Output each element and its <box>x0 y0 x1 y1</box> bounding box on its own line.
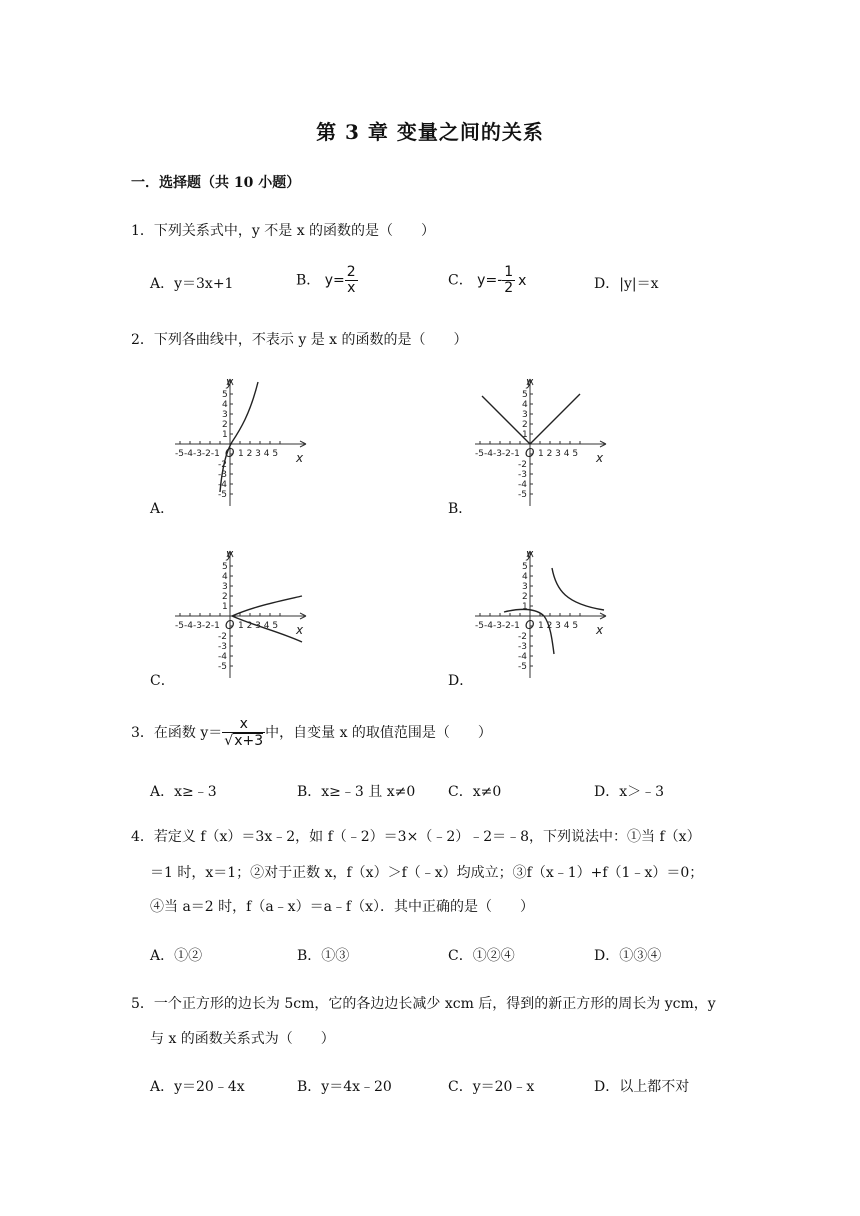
q3-numerator: x <box>239 716 248 732</box>
q3-option-d: D．x＞﹣3 <box>594 784 665 800</box>
q1-option-c-denominator: 2 <box>504 280 514 296</box>
q1-option-b <box>296 265 358 296</box>
graph-c-y-tick: 3 <box>222 582 228 592</box>
graph-c-y-tick: -4 <box>218 652 227 662</box>
graph-c-axes <box>175 551 306 678</box>
graph-a-y-tick: -3 <box>218 470 227 480</box>
graph-b-y-tick: -3 <box>518 470 527 480</box>
graph-d-y-tick: -4 <box>518 652 527 662</box>
graph-c-x-ticks-neg: -5-4-3-2-1 <box>175 621 220 631</box>
graph-c-y-tick: 1 <box>222 602 228 612</box>
q4-option-c: C．①②④ <box>448 948 515 964</box>
q3-option-c: C．x≠0 <box>448 784 502 800</box>
q1-option-d: D．|y|＝x <box>594 276 659 292</box>
graph-d-x-ticks-neg: -5-4-3-2-1 <box>475 621 520 631</box>
graph-a-x-ticks-pos: 1 2 3 4 5 <box>238 449 279 459</box>
graph-d-y-tick: 5 <box>522 562 528 572</box>
graph-a-y-tick: 4 <box>222 400 228 410</box>
graph-b-x-ticks-neg: -5-4-3-2-1 <box>475 449 520 459</box>
graph-c-y-tick: -3 <box>218 642 227 652</box>
section-heading: 一．选择题（共 10 小题） <box>131 175 301 191</box>
graph-d-x-label: x <box>596 623 604 637</box>
graph-b-curve <box>482 394 580 444</box>
graph-c-y-tick: -2 <box>218 632 227 642</box>
q1-option-b-denominator: x <box>345 280 358 296</box>
graph-b-y-tick: 1 <box>522 430 528 440</box>
graph-c-y-tick: 4 <box>222 572 228 582</box>
graph-d-y-tick: 4 <box>522 572 528 582</box>
graph-a-y-tick: 1 <box>222 430 228 440</box>
graph-b <box>470 374 610 512</box>
graph-b-x-label: x <box>596 451 604 465</box>
graph-a-y-tick: 5 <box>222 390 228 400</box>
graph-b-x-ticks-pos: 1 2 3 4 5 <box>538 449 579 459</box>
q3-option-a: A．x≥﹣3 <box>150 784 217 800</box>
graph-b-y-tick: 5 <box>522 390 528 400</box>
graph-a-x-label: x <box>296 451 304 465</box>
q1-option-c-fraction <box>502 265 515 296</box>
q4-option-b: B．①③ <box>297 948 350 964</box>
graph-c <box>170 546 310 684</box>
graph-a-y-tick: -4 <box>218 480 227 490</box>
graph-d-y-tick: 2 <box>522 592 528 602</box>
graph-b-y-tick: -2 <box>518 460 527 470</box>
q2-option-a-label: A． <box>150 501 175 517</box>
graph-d <box>470 546 610 684</box>
graph-a-y-label: y <box>226 375 234 389</box>
question-4-line-1: 4．若定义 f（x）＝3x﹣2，如 f（﹣2）＝3×（﹣2）﹣2＝﹣8，下列说法中：①当 f（x） <box>131 829 701 845</box>
q3-denominator-radicand: x+3 <box>234 733 264 749</box>
graph-c-y-label: y <box>226 547 234 561</box>
q3-stem-pre: 3．在函数 y＝ <box>131 725 223 741</box>
page-title: 第 3 章 变量之间的关系 <box>316 120 544 144</box>
q4-option-d: D．①③④ <box>594 948 662 964</box>
graph-c-x-label: x <box>296 623 304 637</box>
graph-d-y-tick: -5 <box>518 662 527 672</box>
graph-a <box>170 374 310 512</box>
graph-a-y-tick: 3 <box>222 410 228 420</box>
graph-c-origin: O <box>225 618 235 632</box>
graph-b-y-tick: -4 <box>518 480 527 490</box>
q2-option-b-label: B． <box>448 501 473 517</box>
graph-d-y-tick: -2 <box>518 632 527 642</box>
graph-d-y-label: y <box>526 547 534 561</box>
q3-stem-post: 中，自变量 x 的取值范围是（ ） <box>265 725 492 741</box>
graph-b-axes <box>475 379 606 506</box>
graph-a-axes <box>175 379 306 506</box>
graph-c-curve <box>232 596 302 642</box>
q1-option-a: A．y＝3x+1 <box>150 276 234 292</box>
graph-c-x-ticks-pos: 1 2 3 4 5 <box>238 621 279 631</box>
q1-option-b-numerator: 2 <box>346 264 356 280</box>
q5-option-d: D．以上都不对 <box>594 1079 690 1095</box>
question-4-line-3: ④当 a＝2 时，f（a﹣x）＝a﹣f（x）．其中正确的是（ ） <box>150 899 535 915</box>
graph-c-y-tick: 5 <box>222 562 228 572</box>
q3-denominator: √x+3 <box>224 733 264 749</box>
question-2-stem: 2．下列各曲线中，不表示 y 是 x 的函数的是（ ） <box>131 332 468 348</box>
q1-option-c-numerator: 1 <box>504 264 514 280</box>
graph-d-x-ticks-pos: 1 2 3 4 5 <box>538 621 579 631</box>
q3-fraction <box>222 717 265 749</box>
graph-a-y-tick: -2 <box>218 460 227 470</box>
graph-c-y-tick: -5 <box>218 662 227 672</box>
graph-d-y-tick: -3 <box>518 642 527 652</box>
q4-option-a: A．①② <box>150 948 203 964</box>
question-5-line-2: 与 x 的函数关系式为（ ） <box>150 1031 335 1047</box>
graph-d-curve-right <box>552 568 604 610</box>
q1-option-c <box>448 265 526 296</box>
graph-b-y-tick: 3 <box>522 410 528 420</box>
graph-b-y-tick: 2 <box>522 420 528 430</box>
q1-option-b-label: B． <box>296 272 321 289</box>
question-5-line-1: 5．一个正方形的边长为 5cm，它的各边边长减少 xcm 后，得到的新正方形的周长为 ycm，y <box>131 996 716 1012</box>
q5-option-a: A．y＝20﹣4x <box>150 1079 245 1095</box>
graph-c-y-tick: 2 <box>222 592 228 602</box>
graph-d-y-tick: 1 <box>522 602 528 612</box>
graph-d-axes <box>475 551 606 678</box>
graph-b-y-tick: 4 <box>522 400 528 410</box>
graph-a-y-tick: -5 <box>218 490 227 500</box>
graph-a-y-tick: 2 <box>222 420 228 430</box>
q3-option-b: B．x≥﹣3 且 x≠0 <box>297 784 416 800</box>
q1-option-b-lhs: y= <box>324 272 345 289</box>
graph-a-x-ticks-neg: -5-4-3-2-1 <box>175 449 220 459</box>
q1-option-c-lhs: y=- <box>477 272 503 289</box>
question-3-stem <box>131 717 492 749</box>
q5-option-c: C．y＝20﹣x <box>448 1079 535 1095</box>
graph-d-origin: O <box>525 618 535 632</box>
q2-option-c-label: C． <box>150 673 175 689</box>
q1-option-c-label: C． <box>448 272 473 289</box>
graph-a-origin: O <box>225 446 235 460</box>
q5-option-b: B．y＝4x﹣20 <box>297 1079 392 1095</box>
question-4-line-2: ＝1 时，x＝1；②对于正数 x，f（x）＞f（﹣x）均成立；③f（x﹣1）+f（1﹣x）＝0； <box>150 865 704 881</box>
q1-option-c-rhs: x <box>518 272 527 289</box>
question-1-stem: 1．下列关系式中，y 不是 x 的函数的是（ ） <box>131 223 436 239</box>
graph-d-y-tick: 3 <box>522 582 528 592</box>
graph-b-origin: O <box>525 446 535 460</box>
q1-option-b-fraction <box>345 265 358 296</box>
q2-option-d-label: D． <box>448 673 474 689</box>
graph-b-y-label: y <box>526 375 534 389</box>
graph-b-y-tick: -5 <box>518 490 527 500</box>
